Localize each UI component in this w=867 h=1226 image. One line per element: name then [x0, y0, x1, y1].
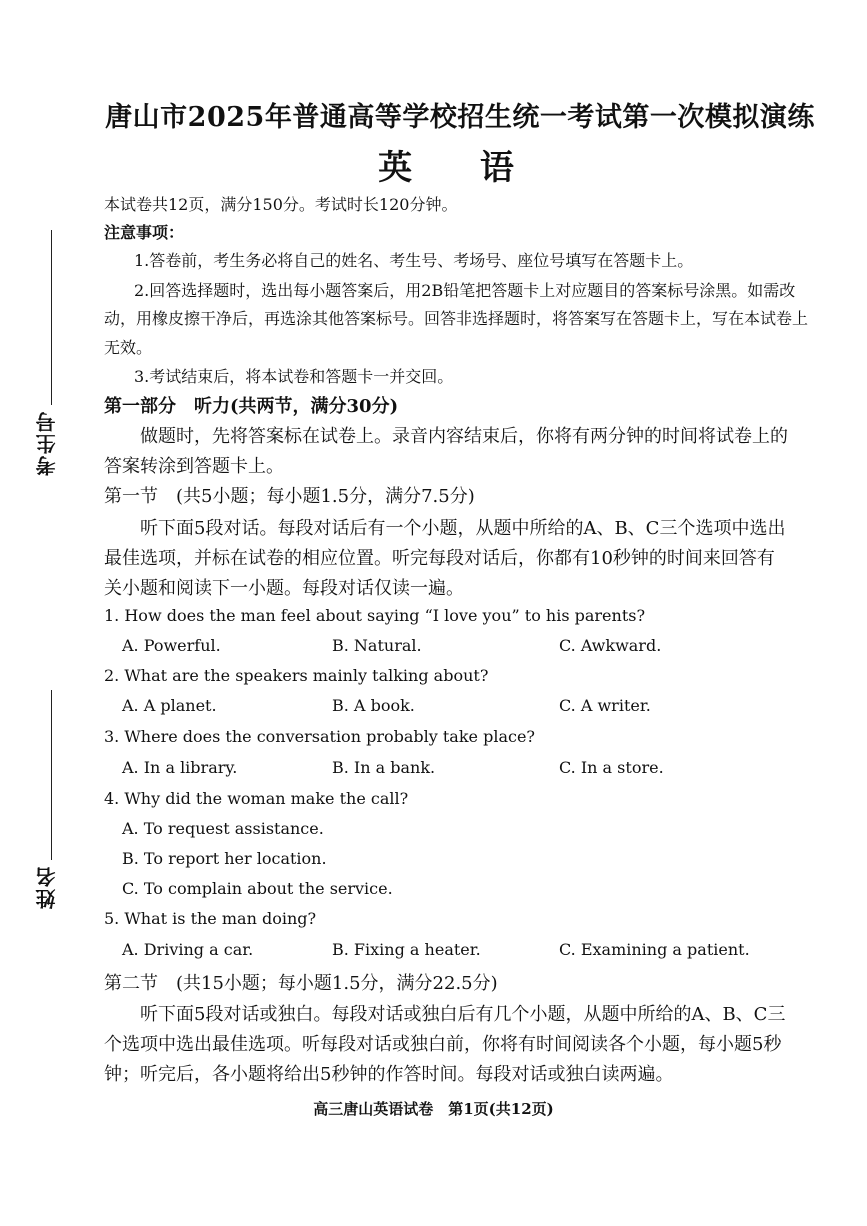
- part1-intro-1: 做题时，先将答案标在试卷上。录音内容结束后，你将有两分钟的时间将试卷上的: [140, 426, 788, 447]
- question-2-option-c: C. A writer.: [559, 696, 651, 715]
- exam-title: 唐山市2025年普通高等学校招生统一考试第一次模拟演练: [105, 102, 815, 133]
- note-3: 3.考试结束后，将本试卷和答题卡一并交回。: [134, 367, 454, 386]
- page-footer: 高三唐山英语试卷 第1页(共12页): [313, 1100, 554, 1118]
- student-id-label: 考生号: [35, 410, 59, 476]
- question-1: 1. How does the man feel about saying “I love you” to his parents?: [104, 606, 646, 625]
- question-1-option-c: C. Awkward.: [559, 636, 662, 655]
- question-3-option-a: A. In a library.: [122, 758, 238, 777]
- question-3-option-b: B. In a bank.: [332, 758, 436, 777]
- section1-intro-2: 最佳选项，并标在试卷的相应位置。听完每段对话后，你都有10秒钟的时间来回答有: [104, 548, 775, 569]
- question-5-option-c: C. Examining a patient.: [559, 940, 750, 959]
- question-1-option-b: B. Natural.: [332, 636, 422, 655]
- student-id-line: [51, 230, 52, 405]
- question-5-option-a: A. Driving a car.: [122, 940, 254, 959]
- section1-intro-1: 听下面5段对话。每段对话后有一个小题，从题中所给的A、B、C三个选项中选出: [140, 518, 786, 539]
- note-2: 2.回答选择题时，选出每小题答案后，用2B铅笔把答题卡上对应题目的答案标号涂黑。如需改: [134, 281, 796, 300]
- section2-intro-1: 听下面5段对话或独白。每段对话或独白后有几个小题，从题中所给的A、B、C三: [140, 1004, 786, 1025]
- question-4-option-b: B. To report her location.: [122, 849, 327, 868]
- name-label: 姓名: [35, 865, 59, 909]
- section2-intro-2: 个选项中选出最佳选项。听每段对话或独白前，你将有时间阅读各个小题，每小题5秒: [104, 1034, 782, 1055]
- section2-intro-3: 钟；听完后，各小题将给出5秒钟的作答时间。每段对话或独白读两遍。: [104, 1064, 674, 1085]
- question-1-option-a: A. Powerful.: [122, 636, 221, 655]
- note-2-end: 无效。: [104, 338, 153, 357]
- name-line: [51, 690, 52, 860]
- question-3: 3. Where does the conversation probably take place?: [104, 727, 535, 746]
- question-2-option-a: A. A planet.: [122, 696, 217, 715]
- question-4-option-a: A. To request assistance.: [122, 819, 324, 838]
- subject-title: 英 语: [378, 148, 542, 188]
- section1-heading: 第一节 (共5小题；每小题1.5分，满分7.5分): [104, 486, 475, 507]
- part1-heading: 第一部分 听力(共两节，满分30分): [104, 396, 399, 417]
- section1-intro-3: 关小题和阅读下一小题。每段对话仅读一遍。: [104, 578, 464, 599]
- section2-heading: 第二节 (共15小题；每小题1.5分，满分22.5分): [104, 973, 498, 994]
- question-4: 4. Why did the woman make the call?: [104, 789, 409, 808]
- question-2-option-b: B. A book.: [332, 696, 415, 715]
- question-5-option-b: B. Fixing a heater.: [332, 940, 481, 959]
- question-3-option-c: C. In a store.: [559, 758, 664, 777]
- question-4-option-c: C. To complain about the service.: [122, 879, 393, 898]
- exam-info: 本试卷共12页，满分150分。考试时长120分钟。: [104, 195, 458, 214]
- note-1: 1.答卷前，考生务必将自己的姓名、考生号、考场号、座位号填写在答题卡上。: [134, 251, 694, 270]
- note-2-cont: 动，用橡皮擦干净后，再选涂其他答案标号。回答非选择题时，将答案写在答题卡上，写在本试卷上: [104, 309, 809, 328]
- part1-intro-2: 答案转涂到答题卡上。: [104, 456, 284, 477]
- question-2: 2. What are the speakers mainly talking about?: [104, 666, 489, 685]
- binding-margin: [32, 230, 72, 950]
- question-5: 5. What is the man doing?: [104, 909, 317, 928]
- notes-title: 注意事项：: [104, 223, 185, 242]
